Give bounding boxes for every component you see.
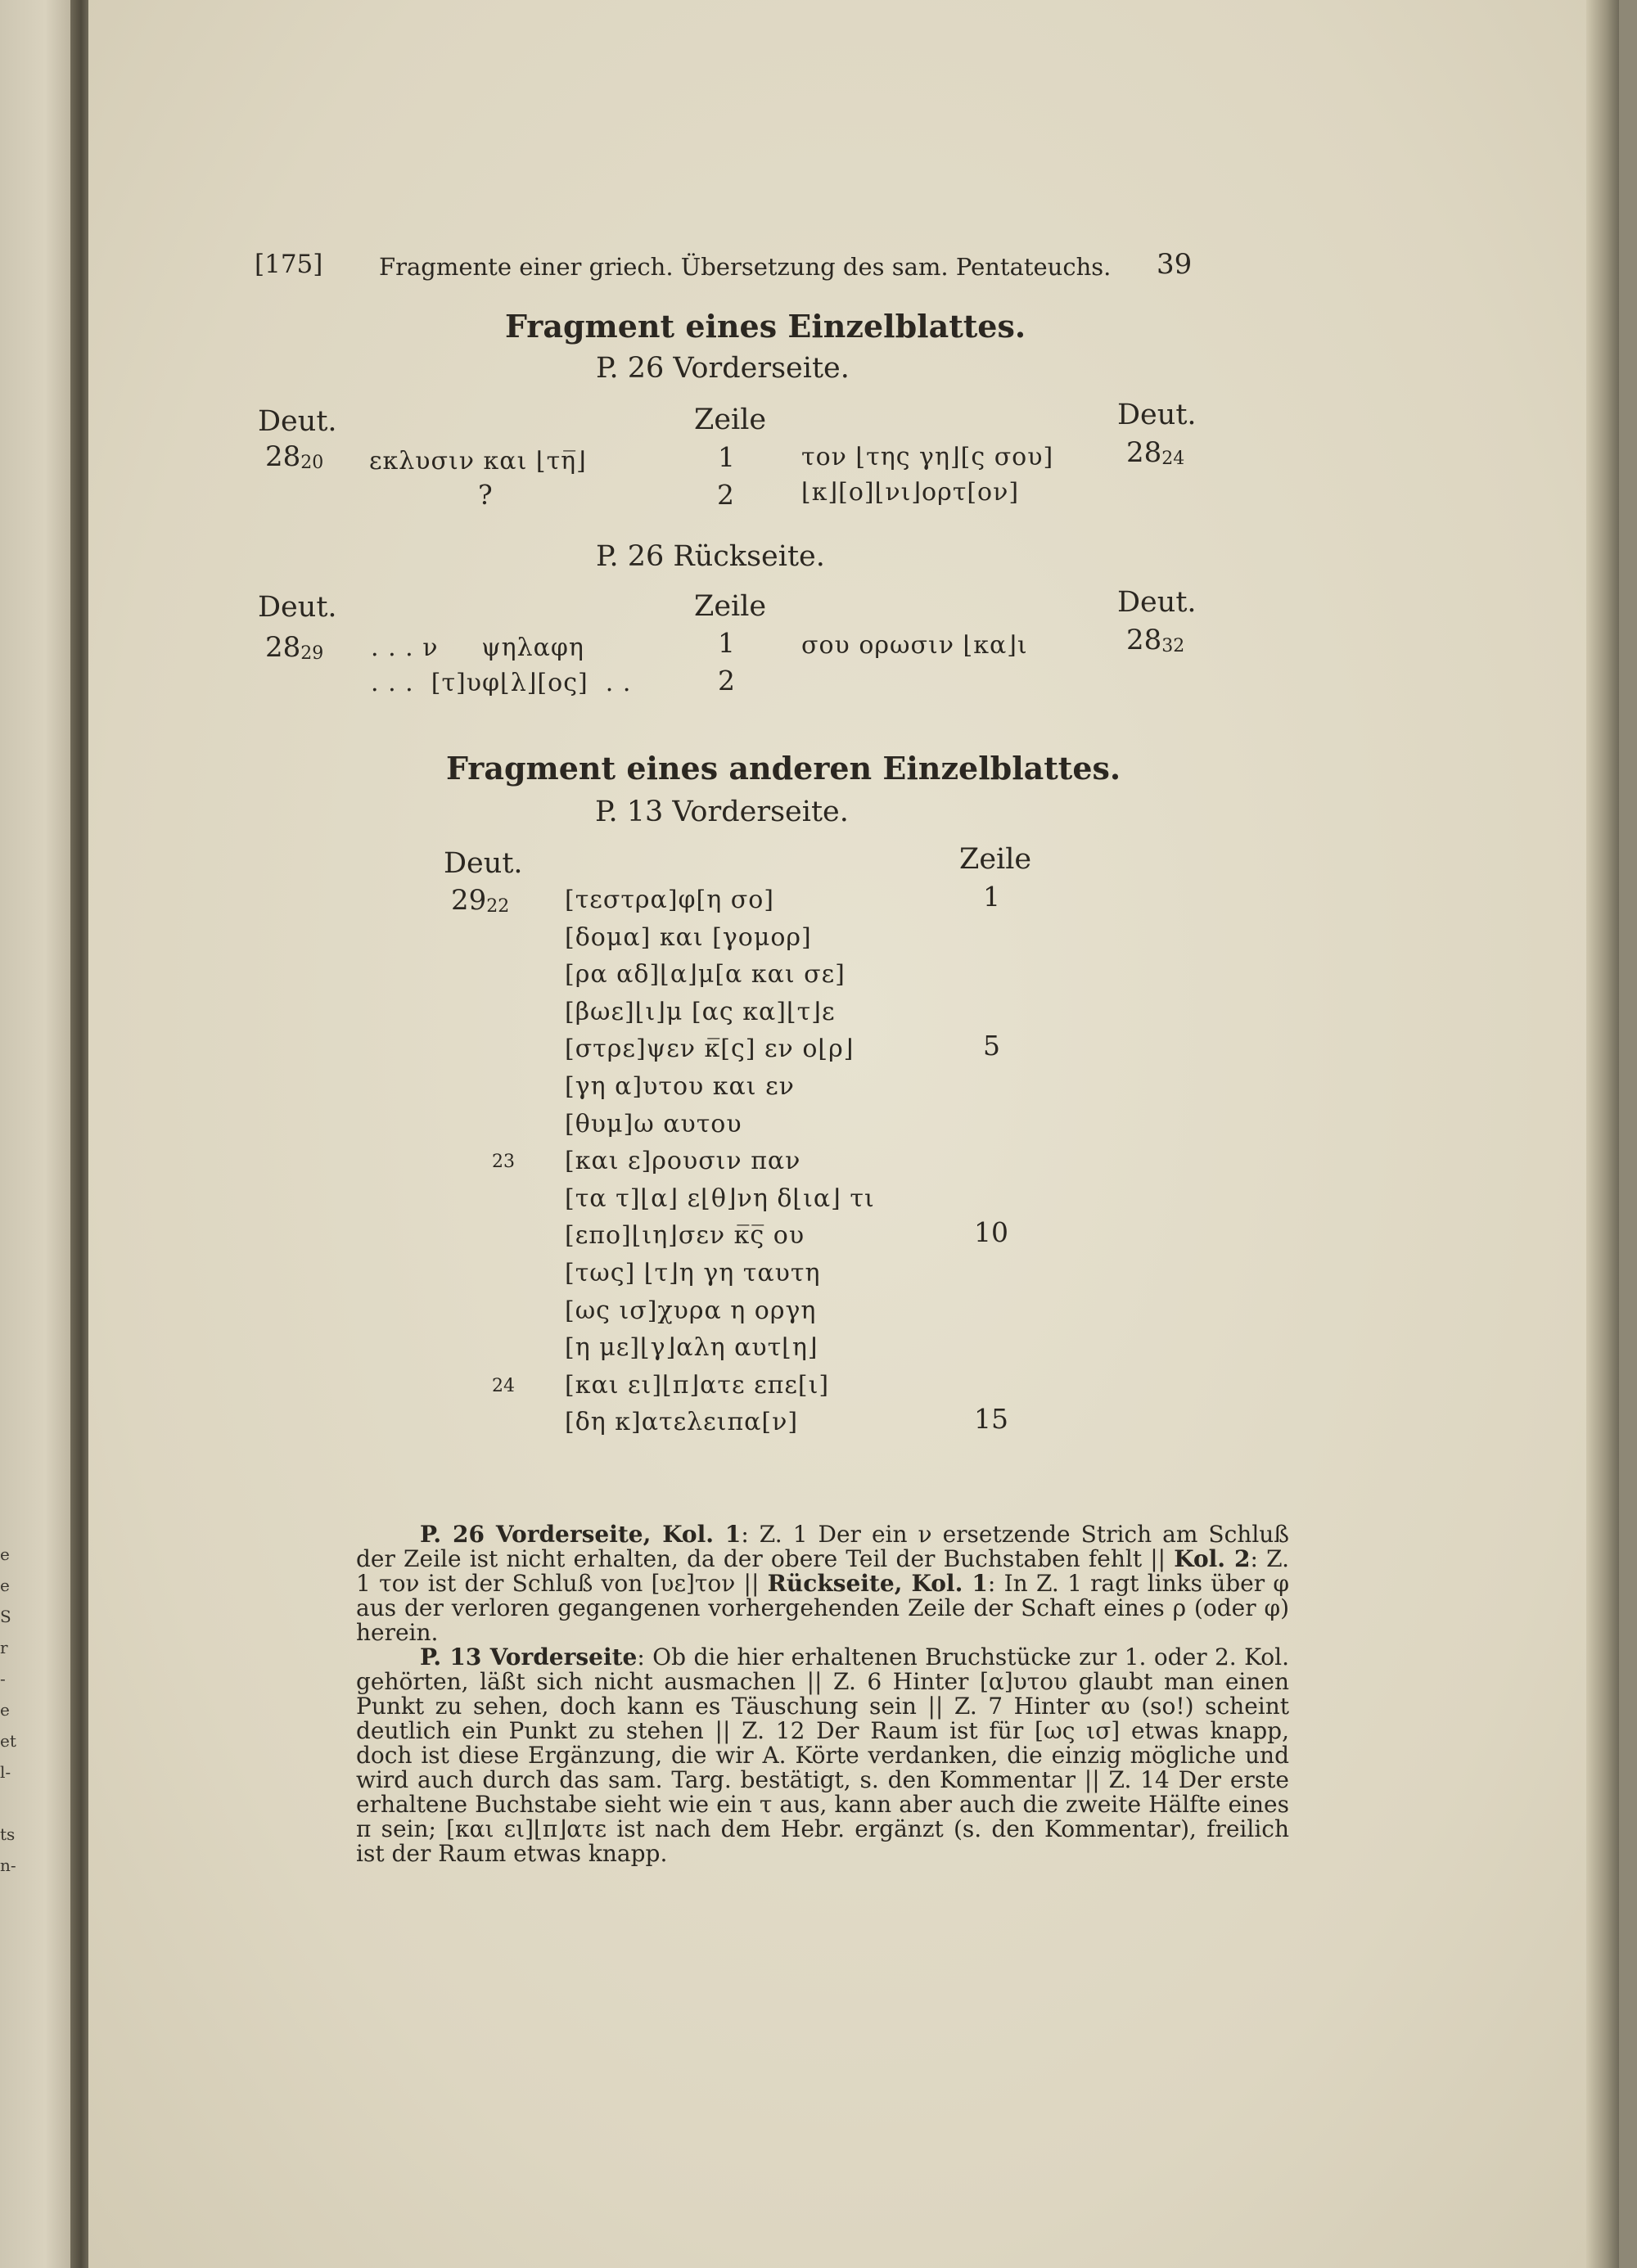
rueckseite-right-label: Deut. — [1117, 586, 1197, 619]
prev-edge-fragment: n- — [0, 1855, 16, 1875]
fragment1-rueckseite-subtitle: P. 26 Rückseite. — [596, 540, 825, 573]
fragment2-line-text: [στρε]ψεν κ̅[ς] εν ο⌊ρ⌋ — [565, 1035, 855, 1063]
vorderseite-row1-left-text: εκλυσιν και ⌊τη̅⌋ — [369, 447, 587, 476]
fragment2-line-text: [γη α]υτου και εν — [565, 1072, 795, 1101]
fragment1-vorderseite-subtitle: P. 26 Vorderseite. — [596, 352, 850, 385]
fragment2-line-number: 5 — [983, 1030, 1000, 1062]
fragment2-title: Fragment eines anderen Einzelblattes. — [446, 750, 1121, 787]
vorderseite-right-label: Deut. — [1117, 399, 1197, 431]
ref-verse: 20 — [300, 453, 324, 473]
fragment2-left-label: Deut. — [444, 847, 523, 880]
prev-edge-fragment: e — [0, 1544, 10, 1564]
fragment2-line-text: [δη κ]ατελειπα[ν] — [565, 1408, 799, 1436]
fragment2-line-text: [ως ισ]χυρα η οργη — [565, 1296, 817, 1325]
fragment2-line-number: 1 — [983, 881, 1000, 913]
note-paragraph-2 — [356, 1645, 1289, 1866]
ref-number: 28 — [265, 440, 301, 473]
fragment2-line-text: [δομα] και [γομορ] — [565, 923, 812, 952]
fragment2-verse-number: 23 — [492, 1152, 515, 1172]
fragment2-line-text: [τως] ⌊τ⌋η γη ταυτη — [565, 1259, 821, 1287]
fragment2-line-text: [θυμ]ω αυτου — [565, 1110, 742, 1139]
page — [88, 0, 1619, 2268]
ref-number: 28 — [265, 631, 301, 664]
prev-edge-fragment: et — [0, 1731, 16, 1751]
fragment2-line-text: [τα τ]⌊α⌋ ε⌊θ⌋νη δ⌊ια⌋ τι — [565, 1184, 875, 1213]
page-right-edge — [1586, 0, 1619, 2268]
note-heading: P. 13 Vorderseite — [420, 1644, 638, 1671]
fragment2-line-number: 15 — [974, 1403, 1008, 1435]
ref-verse: 22 — [486, 896, 510, 917]
fragment2-line-number: 10 — [974, 1216, 1008, 1248]
note-heading: Rückseite, Kol. 1 — [767, 1570, 988, 1597]
note-text: : In Z. 1 ragt links über φ aus der verloren gegangenen vorhergehenden Zeile der Schaft eines ρ (oder φ) herein. — [356, 1570, 1290, 1646]
rueckseite-center-label: Zeile — [694, 590, 767, 623]
fragment2-subtitle: P. 13 Vorderseite. — [595, 796, 849, 828]
prev-edge-fragment: e — [0, 1700, 10, 1720]
rueckseite-right-ref — [1126, 624, 1184, 656]
vorderseite-row1-right-text: τον ⌊της γη⌋[ς σου] — [801, 443, 1054, 471]
ref-verse: 29 — [300, 643, 324, 664]
vorderseite-row2-line: 2 — [717, 479, 734, 511]
note-text: : Ob die hier erhaltenen Bruchstücke zur 1. oder 2. Kol. gehörten, läßt sich nicht ausmachen || Z. 6 Hinter [α]υτου glaubt man einen Punkt zu sehen, doch kann es Täuschung sein || Z. 7 Hinter αυ (so!) scheint deutlich ein Punkt zu stehen || Z. 12 Der Raum ist für [ως ισ] etwas knapp, doch ist diese Ergänzung, die wir A. Körte verdanken, die einzig mögliche und wird auch durch das sam. Targ. bestätigt, s. den Kommentar || Z. 14 Der erste erhaltene Buchstabe sieht wie ein τ aus, kann aber auch die zweite Hälfte eines π sein; [και ει]⌊π⌋ατε ist nach dem Hebr. ergänzt (s. den Kommentar), freilich ist der Raum etwas knapp. — [356, 1644, 1289, 1867]
fragment2-start-ref — [451, 884, 509, 917]
fragment2-line-text: [βωε]⌊ι⌋μ [ας κα]⌊τ⌋ε — [565, 998, 836, 1026]
vorderseite-row2-right-text: ⌊κ⌋[ο]⌊νι⌋ορτ[ον] — [801, 478, 1020, 507]
prev-edge-fragment: - — [0, 1669, 6, 1689]
rueckseite-row2-line: 2 — [718, 665, 735, 697]
fragment2-verse-number: 24 — [492, 1376, 515, 1396]
note-heading: P. 26 Vorderseite, Kol. 1 — [420, 1521, 742, 1548]
rueckseite-row1-left-text: . . . ν ψηλαφη — [371, 634, 584, 662]
rueckseite-left-label: Deut. — [258, 591, 337, 624]
page-ref: [175] — [255, 250, 323, 279]
apparatus-notes — [356, 1522, 1289, 1866]
rueckseite-row1-line: 1 — [718, 627, 735, 659]
note-heading: Kol. 2 — [1174, 1545, 1251, 1572]
vorderseite-right-ref — [1126, 436, 1184, 469]
prev-edge-fragment: l- — [0, 1762, 11, 1782]
rueckseite-row2-left-text: . . . [τ]υφ⌊λ⌋[ος] . . — [371, 669, 632, 697]
prev-edge-fragment: ts — [0, 1824, 16, 1844]
fragment1-title: Fragment eines Einzelblattes. — [505, 308, 1026, 345]
vorderseite-left-ref — [265, 440, 323, 473]
prev-edge-fragment: r — [0, 1638, 8, 1657]
fragment2-line-text: [και ε]ρουσιν παν — [565, 1147, 801, 1175]
ref-number: 29 — [451, 884, 487, 917]
ref-number: 28 — [1126, 624, 1162, 656]
fragment2-line-text: [τεστρα]φ[η σο] — [565, 886, 774, 914]
vorderseite-left-label: Deut. — [258, 405, 337, 438]
fragment2-line-text: [και ει]⌊π⌋ατε επε[ι] — [565, 1371, 830, 1400]
rueckseite-left-ref — [265, 631, 323, 664]
note-text: : Z. 1 Der ein ν ersetzende Strich am Schluß der Zeile ist nicht erhalten, da der obere Teil der Buchstaben fehlt || — [356, 1521, 1290, 1572]
note-paragraph-1 — [356, 1522, 1289, 1645]
prev-edge-fragment: S — [0, 1607, 11, 1626]
fragment2-right-label: Zeile — [959, 843, 1032, 876]
running-title: Fragmente einer griech. Übersetzung des sam. Pentateuchs. — [379, 253, 1112, 281]
previous-page-edge — [0, 0, 75, 2268]
prev-edge-fragment: e — [0, 1576, 10, 1595]
vorderseite-center-label: Zeile — [694, 404, 767, 436]
ref-number: 28 — [1126, 436, 1162, 469]
fragment2-line-text: [ρα αδ]⌊α⌋μ[α και σε] — [565, 960, 846, 989]
note-text: : Z. 1 τον ist der Schluß von [υε]τον || — [356, 1545, 1290, 1597]
page-number: 39 — [1157, 248, 1193, 281]
previous-page-text-fragments — [0, 1539, 25, 1881]
prev-edge-fragment — [0, 1788, 25, 1819]
fragment2-line-text: [επο]⌊ιη⌋σεν κ̅ς̅ ου — [565, 1221, 805, 1250]
vorderseite-row2-left-text: ? — [478, 479, 493, 511]
fragment2-line-text: [η με]⌊γ⌋αλη αυτ⌊η⌋ — [565, 1333, 818, 1362]
ref-verse: 32 — [1161, 636, 1185, 656]
ref-verse: 24 — [1161, 449, 1185, 469]
rueckseite-row1-right-text: σου ορωσιν ⌊κα⌋ι — [801, 631, 1028, 660]
vorderseite-row1-line: 1 — [718, 441, 735, 473]
